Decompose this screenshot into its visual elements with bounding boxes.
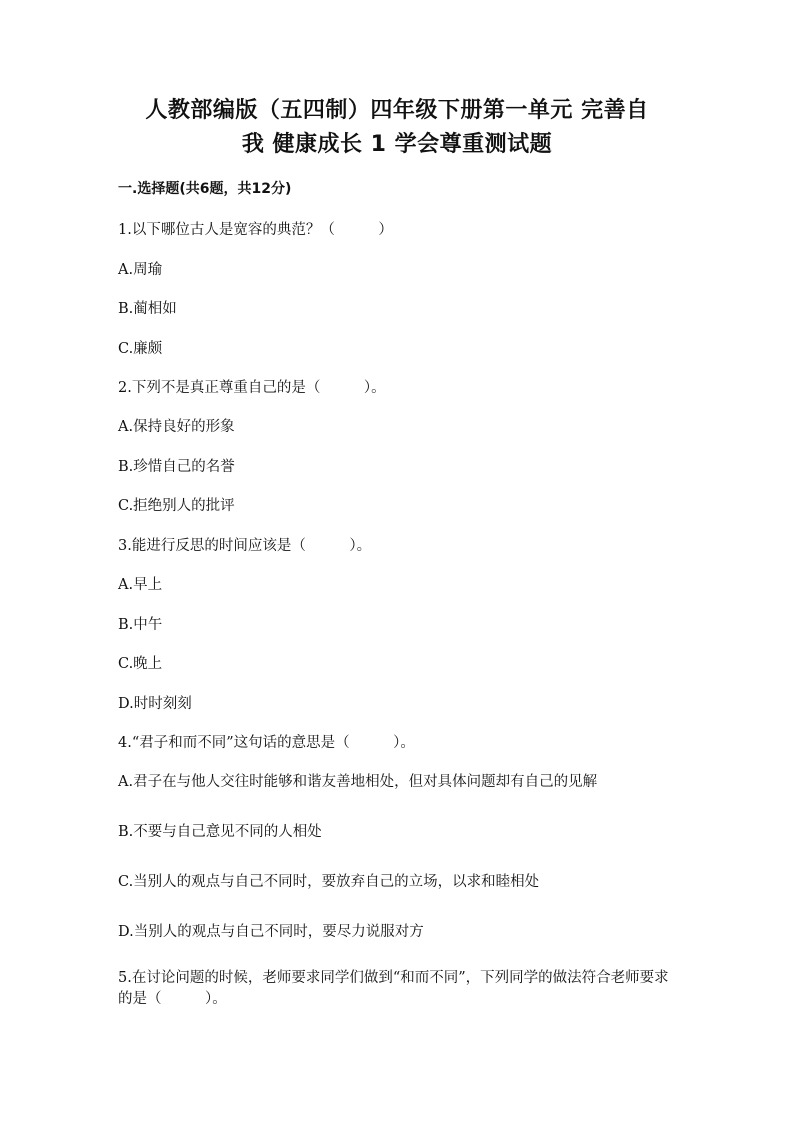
document-title-line-2: 我 健康成长 1 学会尊重测试题 bbox=[241, 132, 553, 157]
question-3-option-b: B.中午 bbox=[118, 617, 163, 633]
question-4-option-b: B.不要与自己意见不同的人相处 bbox=[118, 824, 322, 840]
document-title-line-1: 人教部编版（五四制）四年级下册第一单元 完善自 bbox=[145, 98, 649, 123]
question-1-option-a: A.周瑜 bbox=[118, 262, 163, 278]
section-heading: 一.选择题(共6题，共12分) bbox=[118, 181, 292, 197]
question-2-stem: 2.下列不是真正尊重自己的是（ ）。 bbox=[118, 380, 386, 396]
question-2-option-a: A.保持良好的形象 bbox=[118, 419, 235, 435]
question-4-option-c: C.当别人的观点与自己不同时，要放弃自己的立场，以求和睦相处 bbox=[118, 874, 540, 890]
question-1-stem: 1.以下哪位古人是宽容的典范？（ ） bbox=[118, 222, 393, 238]
question-3-stem: 3.能进行反思的时间应该是（ ）。 bbox=[118, 538, 372, 554]
question-3-option-d: D.时时刻刻 bbox=[118, 696, 192, 712]
question-1-option-b: B.蔺相如 bbox=[118, 301, 177, 317]
question-2-option-b: B.珍惜自己的名誉 bbox=[118, 459, 235, 475]
question-2-option-c: C.拒绝别人的批评 bbox=[118, 498, 235, 514]
question-4-stem: 4.“君子和而不同”这句话的意思是（ ）。 bbox=[118, 735, 415, 751]
question-5-stem: 5.在讨论问题的时候，老师要求同学们做到“和而不同”，下列同学的做法符合老师要求的是（ ）。 bbox=[118, 970, 669, 1007]
question-1-option-c: C.廉颇 bbox=[118, 341, 163, 357]
question-4-option-a: A.君子在与他人交往时能够和谐友善地相处，但对具体问题却有自己的见解 bbox=[118, 774, 598, 790]
question-4-option-d: D.当别人的观点与自己不同时，要尽力说服对方 bbox=[118, 924, 424, 940]
question-3-option-a: A.早上 bbox=[118, 577, 163, 593]
question-3-option-c: C.晚上 bbox=[118, 656, 163, 672]
